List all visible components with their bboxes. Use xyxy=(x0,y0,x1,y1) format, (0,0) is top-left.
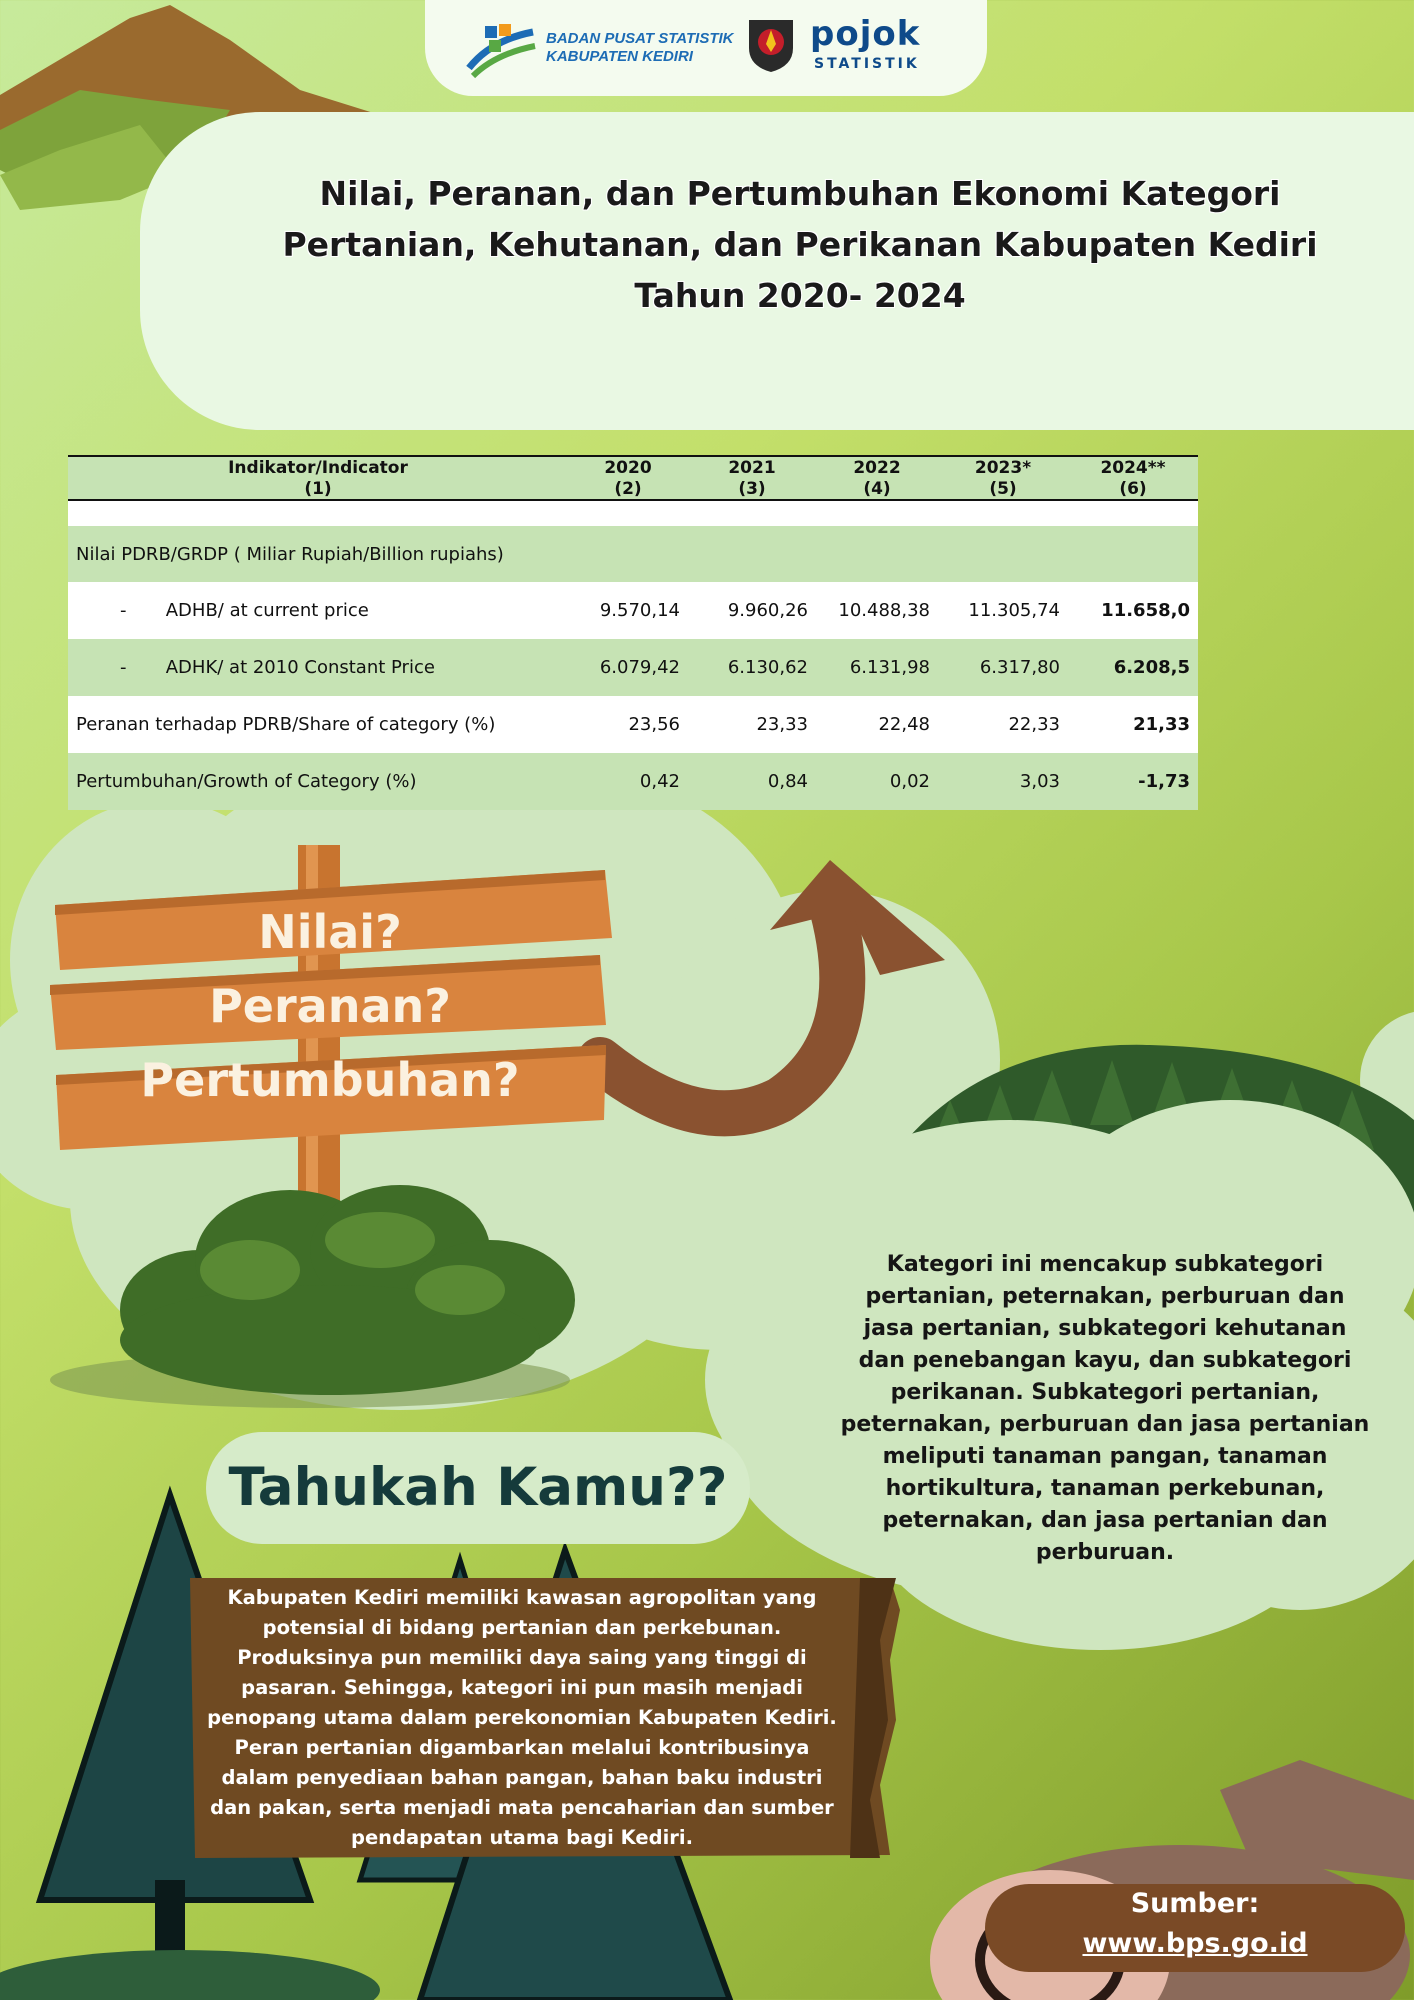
cell-value-latest: -1,73 xyxy=(1068,753,1198,810)
col-number: (6) xyxy=(1068,479,1198,500)
row-label xyxy=(68,639,568,696)
pojok-brand: pojok xyxy=(810,14,921,54)
row-bullet: - xyxy=(120,600,127,621)
cell-value-latest: 11.658,0 xyxy=(1068,582,1198,639)
cell-value: 9.570,14 xyxy=(568,582,688,639)
row-bullet: - xyxy=(120,657,127,678)
cell-value: 0,84 xyxy=(688,753,816,810)
cell-value: 11.305,74 xyxy=(938,582,1068,639)
cell-value: 22,48 xyxy=(816,696,938,753)
source-link[interactable]: www.bps.go.id xyxy=(1082,1928,1308,1959)
cell-value: 10.488,38 xyxy=(816,582,938,639)
col-number: (2) xyxy=(568,479,688,500)
col-number: (5) xyxy=(938,479,1068,500)
row-label-text: Peranan terhadap PDRB/Share of category (%) xyxy=(76,714,496,735)
signboard-line-nilai: Nilai? xyxy=(258,905,402,959)
bps-logo-icon xyxy=(463,20,539,82)
row-label-text: Pertumbuhan/Growth of Category (%) xyxy=(76,771,417,792)
signboard-line-peranan: Peranan? xyxy=(209,979,451,1033)
page-title xyxy=(230,168,1370,321)
table-row xyxy=(68,753,1198,810)
tahukah-heading: Tahukah Kamu?? xyxy=(228,1457,728,1518)
university-crest-icon xyxy=(743,14,799,74)
cell-value: 23,33 xyxy=(688,696,816,753)
table-section-row xyxy=(68,526,1198,582)
col-header-indicator: Indikator/Indicator xyxy=(68,456,568,479)
title-line-2: Pertanian, Kehutanan, dan Perikanan Kabupaten Kediri xyxy=(282,225,1318,264)
cell-value: 3,03 xyxy=(938,753,1068,810)
source-label: Sumber: xyxy=(1130,1888,1260,1919)
col-header-2022: 2022 xyxy=(816,456,938,479)
row-label-text: ADHK/ at 2010 Constant Price xyxy=(165,657,435,678)
title-line-1: Nilai, Peranan, dan Pertumbuhan Ekonomi Kategori xyxy=(319,174,1281,213)
pojok-brand-sub: STATISTIK xyxy=(814,56,920,72)
table-row xyxy=(68,639,1198,696)
header-logo-bar xyxy=(425,0,987,96)
cell-value: 0,02 xyxy=(816,753,938,810)
signboard-line-pertumbuhan: Pertumbuhan? xyxy=(140,1053,520,1107)
col-header-2020: 2020 xyxy=(568,456,688,479)
cell-value: 6.130,62 xyxy=(688,639,816,696)
section-label-grdp: Nilai PDRB/GRDP ( Miliar Rupiah/Billion rupiahs) xyxy=(68,526,1198,582)
cell-value: 6.131,98 xyxy=(816,639,938,696)
statistics-table xyxy=(68,455,1198,810)
cell-value: 6.317,80 xyxy=(938,639,1068,696)
cell-value: 0,42 xyxy=(568,753,688,810)
row-label-text: ADHB/ at current price xyxy=(165,600,369,621)
tahukah-body: Kabupaten Kediri memiliki kawasan agropolitan yang potensial di bidang pertanian dan perkebunan. Produksinya pun memiliki daya saing yang tinggi di pasaran. Sehingga, kategori ini pun masih menjadi penopang utama dalam perekonomian Kabupaten Kediri. Peran pertanian digambarkan melalui kontribusinya dalam penyediaan bahan pangan, bahan baku industri dan pakan, serta menjadi mata pencaharian dan sumber pendapatan utama bagi Kediri. xyxy=(207,1586,837,1849)
col-header-2023: 2023* xyxy=(938,456,1068,479)
signboard-questions xyxy=(100,895,560,1117)
table-header-row xyxy=(68,456,1198,479)
col-header-2021: 2021 xyxy=(688,456,816,479)
table-spacer-row xyxy=(68,500,1198,526)
table-column-number-row xyxy=(68,479,1198,500)
col-number: (1) xyxy=(68,479,568,500)
title-line-3: Tahun 2020- 2024 xyxy=(634,276,966,315)
cell-value: 9.960,26 xyxy=(688,582,816,639)
col-number: (3) xyxy=(688,479,816,500)
cell-value: 23,56 xyxy=(568,696,688,753)
cell-value-latest: 21,33 xyxy=(1068,696,1198,753)
category-description: Kategori ini mencakup subkategori pertanian, peternakan, perburuan dan jasa pertanian, subkategori kehutanan dan penebangan kayu, dan subkategori perikanan. Subkategori pertanian, peternakan, perburuan dan jasa pertanian meliputi tanaman pangan, tanaman hortikultura, tanaman perkebunan, peternakan, dan jasa pertanian dan perburuan. xyxy=(840,1252,1370,1565)
col-number: (4) xyxy=(816,479,938,500)
row-label xyxy=(68,696,568,753)
col-header-2024: 2024** xyxy=(1068,456,1198,479)
bps-org-line1: BADAN PUSAT STATISTIK xyxy=(546,30,734,47)
cell-value: 22,33 xyxy=(938,696,1068,753)
source-block xyxy=(985,1884,1405,1964)
row-label xyxy=(68,582,568,639)
row-label xyxy=(68,753,568,810)
table-row xyxy=(68,582,1198,639)
bps-org-name xyxy=(546,30,734,66)
cell-value: 6.079,42 xyxy=(568,639,688,696)
cell-value-latest: 6.208,5 xyxy=(1068,639,1198,696)
bps-org-line2: KABUPATEN KEDIRI xyxy=(546,48,693,65)
table-row xyxy=(68,696,1198,753)
